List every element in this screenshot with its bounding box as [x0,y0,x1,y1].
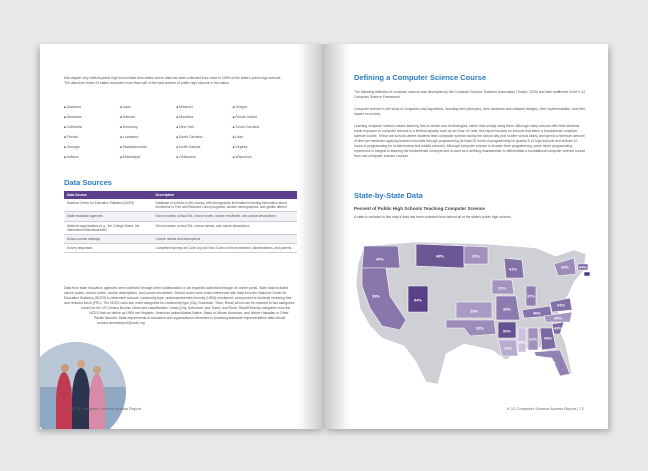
state-list-item: ■ Utah [233,132,289,142]
table-cell-description: Database of schools in the country, with demographic information including information about enrollment in Free and Reduced Lunch programs, student demographics, and grades offered [153,199,297,212]
definition-intro: The following definition of computer science was developed by the Computer Science Teachers Association (Tucker, 2003) and later reaffirmed in the K-12 Computer Science Framework. [354,90,586,99]
state-value-label: 48% [435,253,445,259]
state-value-label: 29% [469,308,479,314]
data-sources-heading: Data Sources [64,178,112,187]
state-list-item: ■ Montana [177,112,233,122]
state-value-label: 24% [503,345,513,351]
table-row [64,221,297,234]
state-list-item: ■ Wisconsin [233,152,289,162]
open-report-book [40,44,608,429]
map-subtitle: A state is included in this map if data has been collected from almost all of the state's public high schools. [354,215,512,219]
students-photo [40,342,126,429]
state-list-item: ■ Florida [64,132,120,142]
state-list [64,102,289,162]
map-title: Percent of Public High Schools Teaching Computer Science [354,206,485,211]
state-value-label: 44% [578,264,588,270]
state-value-label: 43% [553,325,563,331]
table-header-description: Description [153,191,297,199]
data-sources-paragraph [64,286,297,344]
us-state-map [346,234,606,404]
state-value-label: 32% [471,253,481,259]
state-value-label: 32% [528,336,538,342]
state-value-label: 37% [526,293,536,299]
state-list-item: ■ Georgia [64,142,120,152]
state-value-label: 54% [413,297,423,303]
definition-quote: Computer science is the study of computers and algorithms, including their principles, their hardware and software designs, their implementation, and their impact on society. [354,107,586,116]
state-list-item: ■ Rhode Island [233,112,289,122]
table-row [64,199,297,212]
state-list-item: ■ Missouri [177,102,233,112]
table-header-source: Data Source [64,191,153,199]
state-value-label: 57% [584,276,594,282]
data-sources-text: Data from state education agencies were collected through direct collaboration or via requests submitted through an online portal. State data included school codes, course codes, course descriptions, and course enrollment. School codes were cross-referenced with data from the National Center for Education Statistics (NCES) to determine schools' community type, underrepresented minority (URM) enrollment, and percent of students receiving free and reduced lunch (FRL). The NCES uses four main categories for community type (City, Suburban, Town, Rural) which can be reduced to two categories based on the US Census Bureau urban and classification: Urban (City, Suburban, and Town), and Rural. Race/Ethnicity categories from the NCES that we define as URM are Hispanic, American Indian/Alaska Native, Black or African American, and Native Hawaiian or Other Pacific Islander. State departments of education and organizations interested in providing statewide implementation data should contact accessreport@code.org [64,286,295,325]
state-value-label: 33% [560,264,570,270]
state-value-label: 50% [502,328,512,334]
state-list-item: ■ Kentucky [120,122,176,132]
table-cell-source: Survey responses [64,244,153,253]
right-page [324,44,608,429]
state-value-label: 41% [556,302,566,308]
table-cell-description: School names, school IDs, course codes, course enrollment, and course descriptions [153,212,297,221]
state-list-item: ■ Arkansas [64,112,120,122]
table-cell-source: State education agencies [64,212,153,221]
state-value-label: 30% [553,315,563,321]
state-value-label: 36% [547,359,557,365]
state-value-label: 33% [475,325,485,331]
state-list-item: ■ Massachusetts [120,142,176,152]
state-value-label: 31% [497,285,507,291]
table-cell-source: National organizations (e.g., the College Board, the International Baccalaureate) [64,221,153,234]
state-value-label: 40% [532,310,542,316]
state-list-item: ■ California [64,122,120,132]
state-shape-ri [584,272,590,276]
table-row [64,212,297,221]
intro-paragraph: this chapter only reflects public high school data from states where data has been collected from close to 100% of the state's public high schools. The data from these 24 states represent more than half of the total number of public high schools in the nation. [64,76,282,85]
table-cell-source: National Center for Education Statistics (NCES) [64,199,153,212]
state-data-heading: State-by-State Data [354,191,423,200]
definition-body: Learning computer science means learning how to create new technologies, rather than simply using them. Although many schools offer their students some exposure to computer science in a limited capacity such as an Hour of Code, this report focuses on schools that teach a foundational computer science course. These are schools where students learn computer science during the school day (not in after school clubs) and spend a minimum amount of time per semester applying learned concepts through programming (at least 20 hours of programming for grades 9-12 high schools and at least 10 hours of programming for in-elementary and middle schools). Although computer science is broader than programming, some direct programming experience is integral to learning the fundamental concepts and is used as a defining characteristic to differentiate a foundational computer science course from non-computer science courses. [354,124,586,158]
table-row [64,244,297,253]
state-list-item: ■ Oregon [233,102,289,112]
page-spine-shadow [298,44,324,429]
state-value-label: 40% [375,256,385,262]
table-cell-description: Completed surveys on Code.org and Hour.Code.com from teachers, administrators, and parents [153,244,297,253]
table-cell-description: Course names and descriptions [153,235,297,244]
defining-cs-heading: Defining a Computer Science Course [354,73,487,82]
right-page-footer: K-12 Computer Science Access Report | 71 [506,406,584,411]
state-list-item: ■ New York [177,122,233,132]
state-list-item: ■ Louisiana [120,132,176,142]
table-row [64,235,297,244]
state-list-item: ■ Alabama [64,102,120,112]
state-list-item: ■ South Carolina [233,122,289,132]
state-value-label: 41% [508,266,518,272]
state-value-label: 43% [543,335,553,341]
left-page [40,44,324,429]
state-value-label: 39% [371,293,381,299]
table-cell-description: School names, school IDs, course names, and course descriptions [153,221,297,234]
state-list-item: ■ Iowa [120,102,176,112]
state-list-item: ■ Indiana [64,152,120,162]
table-cell-source: School course catalogs [64,235,153,244]
state-list-item: ■ North Dakota [177,142,233,152]
state-value-label: 38% [502,306,512,312]
left-page-footer: 70 | K-12 Computer Science Access Report [64,406,142,411]
state-list-item: ■ Kansas [120,112,176,122]
state-list-item: ■ North Carolina [177,132,233,142]
state-list-item: ■ Mississippi [120,152,176,162]
state-list-item: ■ Virginia [233,142,289,152]
state-value-label: 18% [517,339,527,345]
state-list-item: ■ Oklahoma [177,152,233,162]
data-sources-table [64,191,297,253]
